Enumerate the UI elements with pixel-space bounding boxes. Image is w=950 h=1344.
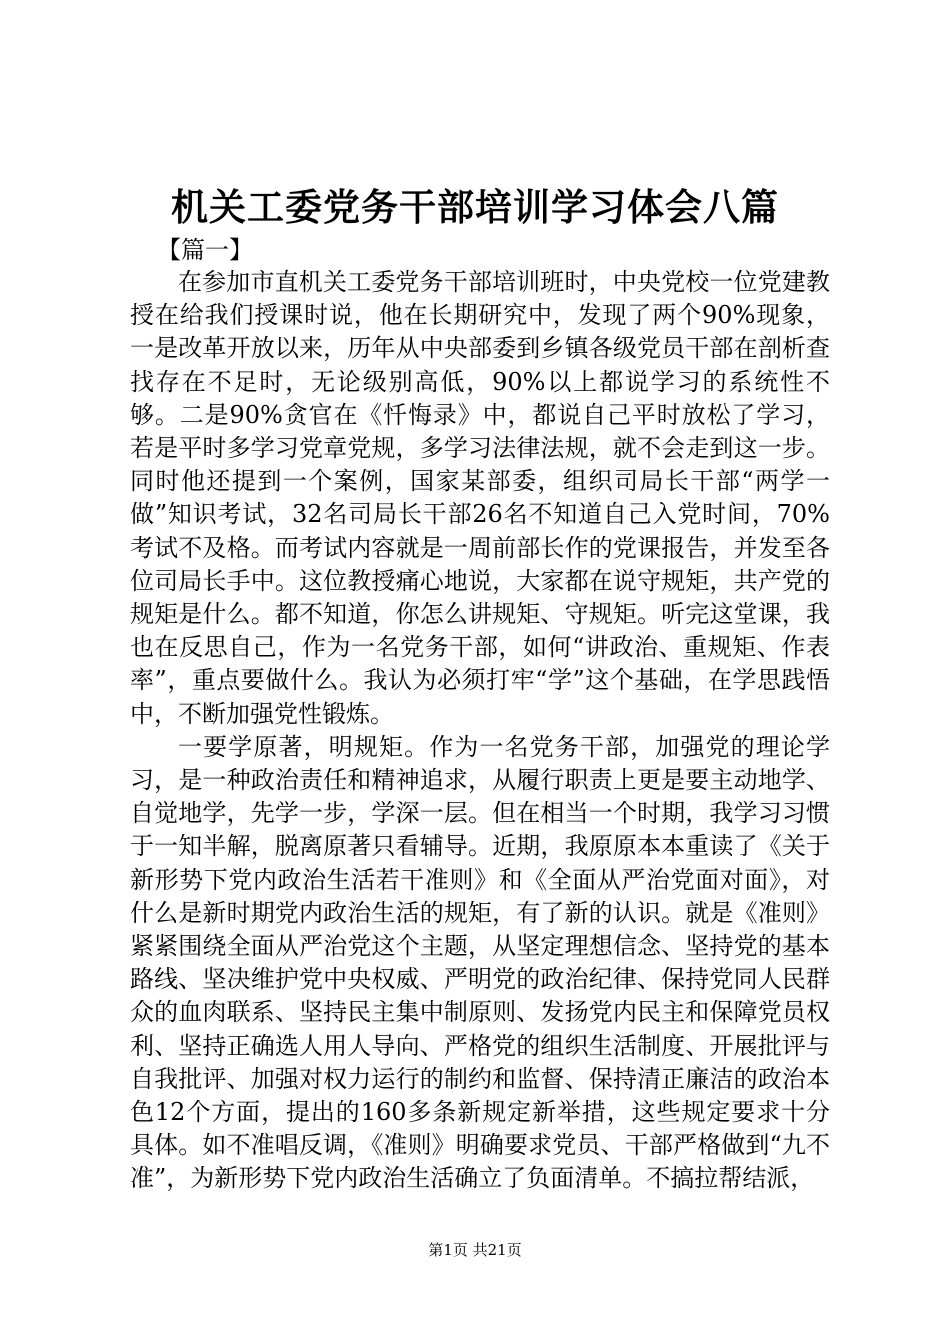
page-footer: 第1页 共21页 — [428, 1241, 522, 1259]
body-paragraph-2: 一要学原著，明规矩。作为一名党务干部，加强党的理论学习，是一种政治责任和精神追求，从履行职责上更是要主动地学、自觉地学，先学一步，学深一层。但在相当一个时期，我学习习惯于一知半解，脱离原著只看辅导。近期，我原原本本重读了《关于新形势下党内政治生活若干准则》和《全面从严治党面对面》，对什么是新时期党内政治生活的规矩，有了新的认识。就是《准则》紧紧围绕全面从严治党这个主题，从坚定理想信念、坚持党的基本路线、坚决维护党中央权威、严明党的政治纪律、保持党同人民群众的血肉联系、坚持民主集中制原则、发扬党内民主和保障党员权利、坚持正确选人用人导向、严格党的组织生活制度、开展批评与自我批评、加强对权力运行的制约和监督、保持清正廉洁的政治本色12个方面，提出的160多条新规定新举措，这些规定要求十分具体。如不准唱反调，《准则》明确要求党员、干部严格做到“九不准”，为新形势下党内政治生活确立了负面清单。不搞拉帮结派， — [130, 732, 830, 1193]
section-label: 【篇一】 — [157, 236, 253, 264]
document-body — [130, 266, 830, 1196]
document-title: 机关工委党务干部培训学习体会八篇 — [171, 185, 779, 229]
body-paragraph-1: 在参加市直机关工委党务干部培训班时，中央党校一位党建教授在给我们授课时说，他在长期研究中，发现了两个90%现象，一是改革开放以来，历年从中央部委到乡镇各级党员干部在剖析查找存在不足时，无论级别高低，90%以上都说学习的系统性不够。二是90%贪官在《忏悔录》中，都说自己平时放松了学习，若是平时多学习党章党规，多学习法律法规，就不会走到这一步。同时他还提到一个案例，国家某部委，组织司局长干部“两学一做”知识考试，32名司局长干部26名不知道自己入党时间，70%考试不及格。而考试内容就是一周前部长作的党课报告，并发至各位司局长手中。这位教授痛心地说，大家都在说守规矩，共产党的规矩是什么。都不知道，你怎么讲规矩、守规矩。听完这堂课，我也在反思自己，作为一名党务干部，如何“讲政治、重规矩、作表率”，重点要做什么。我认为必须打牢“学”这个基础，在学思践悟中，不断加强党性锻炼。 — [130, 268, 830, 728]
